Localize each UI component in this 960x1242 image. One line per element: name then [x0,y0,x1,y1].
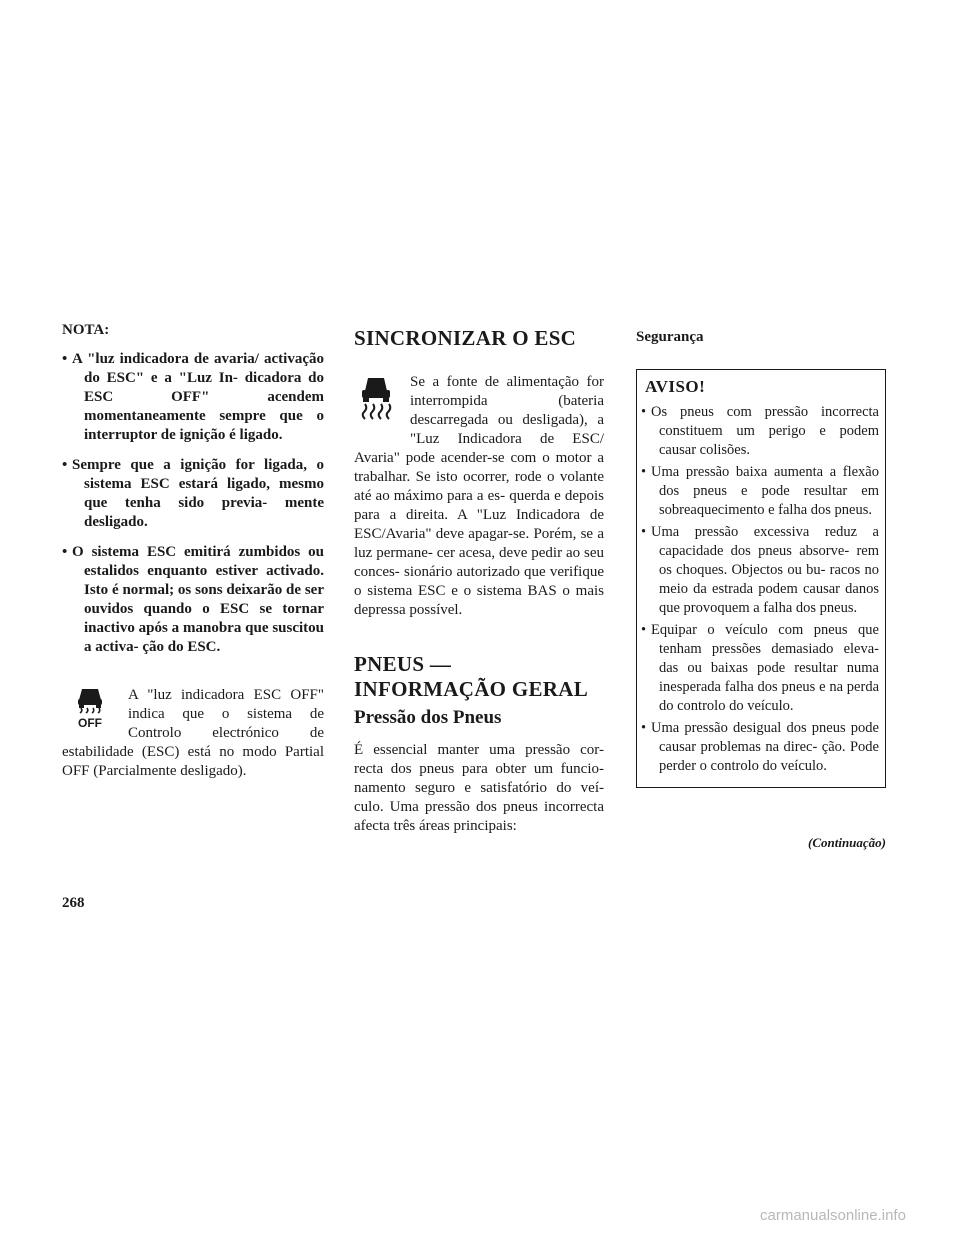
warning-item-5: • Uma pressão desigual dos pneus pode causar problemas na direc- ção. Pode perder o controlo do veículo. [645,719,879,776]
tire-pressure-paragraph: É essencial manter uma pressão cor- recta dos pneus para obter um funcio- namento seguro e satisfatório do veí- culo. Uma pressão dos pneus incorrecta afecta três áreas principais: [354,742,604,834]
warning-title: AVISO! [645,377,706,396]
esc-activation-indicator-icon [356,375,396,429]
continued-label: (Continuação) [807,835,886,850]
section-heading-sync-esc: SINCRONIZAR O ESC [354,326,577,350]
section-heading-tires: PNEUS — INFORMAÇÃO GERAL [354,652,589,701]
sync-paragraph: Se a fonte de alimentação for interrompida (bateria descarregada ou desligada), a "Luz Indicadora de ESC/ Avaria" pode acender-se com o motor a trabalhar. Se isto ocorrer, rode o volante até ao máximo para a es- querda e depois para a direita. A "Luz Indicadora de ESC/Avaria" deve apagar-se. Porém, se a luz permane- cer acesa, deve pedir ao seu conces- sionário autorizado que verifique o sistema ESC e o sistema BAS o mais depressa possível. [354,374,604,618]
safety-label: Segurança [636,329,704,345]
note-bullet-list [62,350,324,668]
page-number: 268 [62,895,85,911]
note-bullet-1: • A "luz indicadora de avaria/ activação do ESC" e a "Luz In- dicadora do ESC OFF" acendem momentaneamente sempre que o interruptor de ignição é ligado. [62,350,324,445]
note-bullet-2: • Sempre que a ignição for ligada, o sistema ESC estará ligado, mesmo que tenha sido previa- mente desligado. [62,456,324,532]
warning-item-2: • Uma pressão baixa aumenta a flexão dos pneus e pode resultar em sobreaquecimento e falha dos pneus. [645,463,879,520]
warning-box [636,369,886,788]
esc-off-paragraph: A "luz indicadora ESC OFF" indica que o sistema de Controlo electrónico de estabilidade (ESC) está no modo Partial OFF (Parcialmente desligado). [62,687,324,779]
sync-paragraph-block [354,373,604,620]
warning-item-4: • Equipar o veículo com pneus que tenham pressões demasiado eleva- das ou baixas pode resultar numa inesperada falha dos pneus e na perda do controlo do veículo. [645,621,879,716]
esc-off-icon-label: OFF [78,716,102,730]
warning-list [645,403,879,776]
esc-off-paragraph-block [62,686,324,781]
warning-item-3: • Uma pressão excessiva reduz a capacidade dos pneus absorve- rem os choques. Objectos ou bu- racos no meio da estrada podem causar danos que provoquem a falha dos pneus. [645,523,879,618]
esc-off-indicator-icon [62,688,118,736]
note-heading: NOTA: [62,322,110,338]
watermark: carmanualsonline.info [760,1207,906,1224]
subheading-tire-pressure: Pressão dos Pneus [354,707,502,728]
warning-item-1: • Os pneus com pressão incorrecta constituem um perigo e podem causar colisões. [645,403,879,460]
note-bullet-3: • O sistema ESC emitirá zumbidos ou estalidos enquanto estiver activado. Isto é normal; os sons deixarão de ser ouvidos quando o ESC se tornar inactivo após a manobra que suscitou a activa- ção do ESC. [62,543,324,657]
